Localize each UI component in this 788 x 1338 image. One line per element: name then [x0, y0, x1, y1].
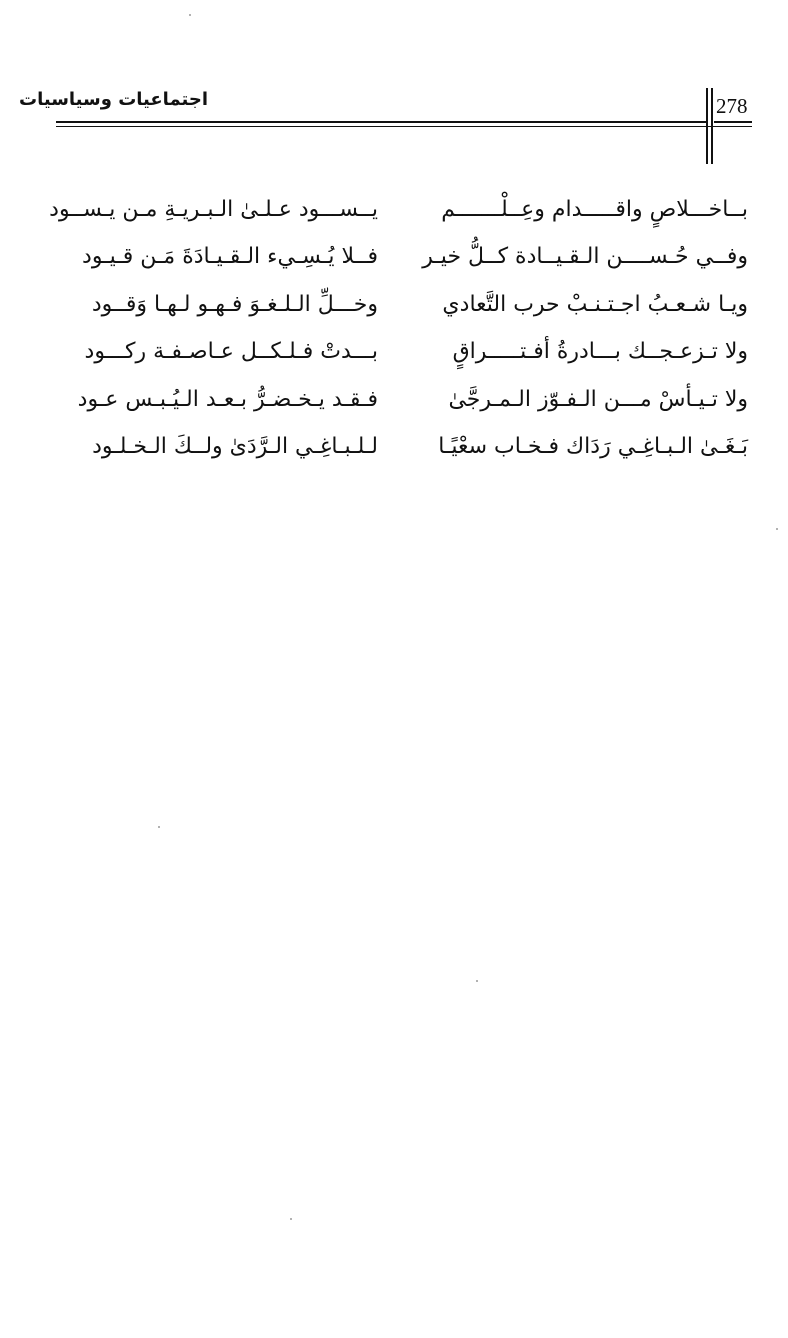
second-hemistich: فــلا يُـسِـيء الـقـيـادَةَ مَـن قـيـود: [82, 244, 378, 270]
paper-speck: [158, 826, 160, 828]
verse-line: [0, 283, 788, 330]
first-hemistich: ولا تـيـأسْ مـــن الـفـوّز الـمـرجَّىٰ: [448, 386, 748, 412]
paper-speck: [476, 980, 478, 982]
verse-line: [0, 378, 788, 425]
paper-speck: [776, 528, 778, 530]
poem: [0, 188, 788, 472]
second-hemistich: لـلـبـاغِـي الـرَّدَىٰ ولــكَ الـخـلـود: [92, 433, 378, 459]
second-hemistich: وخـــلِّ الـلـغـوَ فـهـو لـهـا وَقــود: [91, 291, 378, 317]
first-hemistich: وفــي حُـســــن الـقـيــادة كــلُّ خيـر: [422, 244, 748, 270]
first-hemistich: ويـا شـعـبُ اجـتـنـبْ حرب التَّعادي: [442, 291, 748, 317]
paper-speck: [290, 1218, 292, 1220]
header-rule-short: [714, 121, 752, 123]
verse-line: [0, 188, 788, 235]
first-hemistich: بَـغَـىٰ الـبـاغِـي رَدَاك فـخـاب سعْيًـا: [438, 433, 748, 459]
first-hemistich: بــاخـــلاصٍ واقـــــدام وعِــلْـــــــم: [441, 197, 748, 222]
page-number: 278: [716, 94, 748, 118]
running-title: اجتماعيات وسياسيات: [19, 89, 208, 110]
second-hemistich: فـقـد يـخـضـرُّ بـعـد الـيُـبـس عـود: [77, 386, 378, 412]
header-rule-thin: [56, 126, 752, 127]
verse-line: [0, 330, 788, 377]
header-rule: [56, 121, 708, 123]
first-hemistich: ولا تـزعـجــك بـــادرةُ أفـتـــــراقٍ: [452, 339, 748, 365]
vertical-rule: [706, 88, 708, 164]
verse-line: [0, 235, 788, 282]
second-hemistich: بـــدتْ فـلـكــل عـاصـفـة ركـــود: [84, 339, 378, 365]
verse-line: [0, 425, 788, 472]
page-header: [0, 0, 788, 170]
second-hemistich: يــســـود عـلـىٰ الـبـريـةِ مـن يـســود: [49, 197, 378, 222]
vertical-rule: [711, 88, 713, 164]
paper-speck: [189, 14, 191, 16]
